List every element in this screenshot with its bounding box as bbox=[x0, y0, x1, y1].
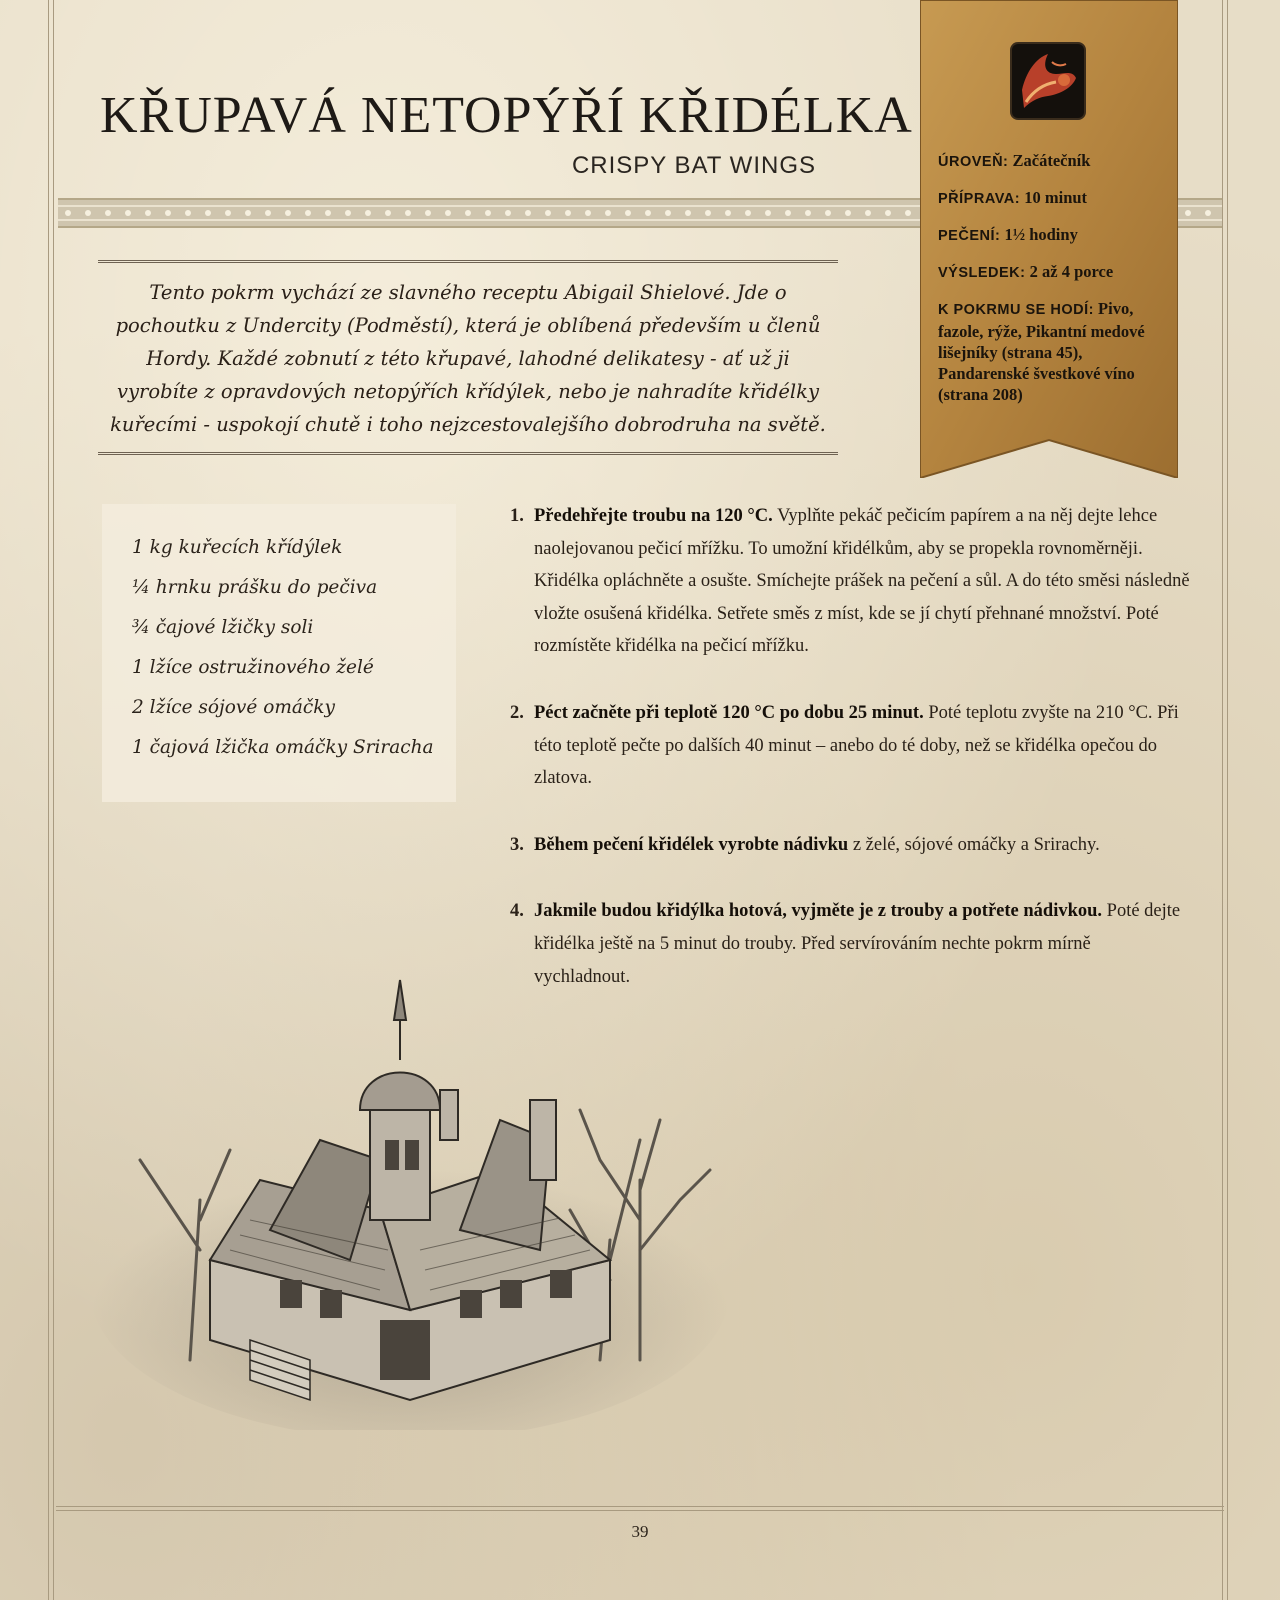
info-bake: PEČENÍ: 1½ hodiny bbox=[938, 225, 1078, 244]
ingredient-item: 1 kg kuřecích křídýlek bbox=[132, 537, 343, 558]
info-yield: VÝSLEDEK: 2 až 4 porce bbox=[938, 262, 1114, 281]
ingredient-item: ¾ čajové lžičky soli bbox=[132, 617, 314, 638]
info-pairs: K POKRMU SE HODÍ: Pivo, fazole, rýže, Pikantní medové lišejníky (strana 45), Pandarenské švestkové víno (strana 208) bbox=[938, 299, 1145, 404]
ingredients-box bbox=[102, 504, 456, 802]
page-subtitle: CRISPY BAT WINGS bbox=[571, 152, 816, 179]
bottom-border bbox=[56, 1506, 1224, 1511]
bat-wing-icon bbox=[1010, 42, 1086, 120]
haunted-house-illustration bbox=[80, 960, 740, 1430]
left-border bbox=[48, 0, 54, 1600]
instructions bbox=[510, 500, 1190, 1027]
step-3: 3. Během pečení křidélek vyrobte nádivku z želé, sójové omáčky a Srirachy. bbox=[510, 834, 1100, 855]
ingredient-item: 1 lžíce ostružinového želé bbox=[132, 657, 374, 678]
step-1: 1. Předehřejte troubu na 120 °C. Vyplňte pekáč pečicím papírem a na něj dejte lehce naolejovanou pečicí mřížku. To umožní křidélkům, aby se propekla rovnoměrněji. Křidélka opláchněte a osušte. Smíchejte prášek na pečení a sůl. A do této směsi následně vložte osušená křidélka. Setřete směs z míst, kde se jí chytí přehnané množství. Poté rozmístěte křidélka na pečicí mřížku. bbox=[510, 506, 1190, 657]
intro-paragraph: Tento pokrm vychází ze slavného receptu Abigail Shielové. Jde o pochoutku z Undercity (Podměstí), která je oblíbená především u členů Hordy. Každé zobnutí z této křupavé, lahodné delikatesy - ať už ji vyrobíte z opravdových netopýřích křídýlek, nebo je nahradíte křidélky kuřecími - uspokojí chutě i toho nejzcestovalejšího dobrodruha na světě. bbox=[110, 281, 826, 436]
info-level: ÚROVEŇ: Začátečník bbox=[938, 151, 1091, 170]
ingredient-item: 2 lžíce sójové omáčky bbox=[132, 697, 335, 718]
step-2: 2. Péct začněte při teplotě 120 °C po dobu 25 minut. Poté teplotu zvyšte na 210 °C. Při této teplotě pečte po dalších 40 minut – anebo do té doby, než se křidélka opečou do zlatova. bbox=[510, 702, 1179, 789]
intro-bottom-rule bbox=[98, 452, 838, 455]
recipe-info bbox=[938, 150, 1173, 419]
ingredient-item: 1 čajová lžička omáčky Sriracha bbox=[132, 737, 434, 758]
right-border bbox=[1222, 0, 1228, 1600]
ingredient-item: ¼ hrnku prášku do pečiva bbox=[132, 577, 378, 598]
intro-top-rule bbox=[98, 260, 838, 263]
recipe-info-ribbon bbox=[920, 0, 1178, 478]
ingredients-list bbox=[102, 504, 456, 758]
page-number: 39 bbox=[631, 1522, 649, 1541]
step-4: 4. Jakmile budou křidýlka hotová, vyjměte je z trouby a potřete nádivkou. Poté dejte křidélka ještě na 5 minut do trouby. Před servírováním nechte pokrm mírně vychladnout. bbox=[510, 901, 1181, 987]
page-title: KŘUPAVÁ NETOPÝŘÍ KŘIDÉLKA bbox=[100, 87, 913, 144]
info-prep: PŘÍPRAVA: 10 minut bbox=[938, 188, 1088, 207]
